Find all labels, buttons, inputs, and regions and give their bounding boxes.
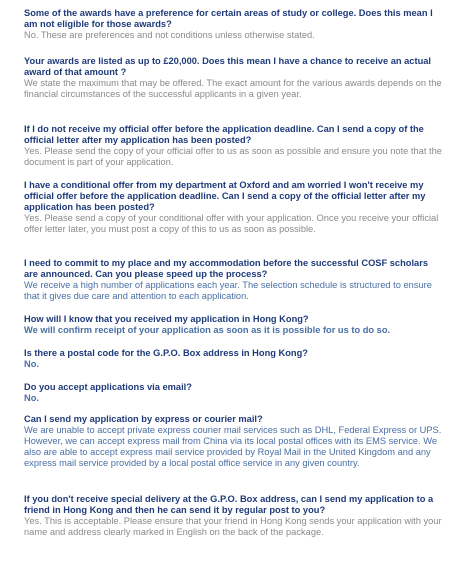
- faq-question: Your awards are listed as up to £20,000. Does this mean I have a chance to receive an actual award of that amount ?: [24, 56, 432, 77]
- faq-item: [24, 382, 442, 404]
- faq-answer: We state the maximum that may be offered. The exact amount for the various awards depends on the financial circumstances of the successful applicants in a given year.: [24, 78, 442, 99]
- faq-answer: No. These are preferences and not conditions unless otherwise stated.: [24, 30, 315, 40]
- faq-answer: Yes. Please send a copy of your conditional offer with your application. Once you receive your official offer letter later, you must post a copy of this to us as soon as possible.: [24, 213, 439, 234]
- faq-item: [24, 124, 442, 168]
- faq-answer: We receive a high number of applications each year. The selection schedule is structured to ensure that it gives due care and attention to each application.: [24, 280, 432, 301]
- faq-question: Some of the awards have a preference for certain areas of study or college. Does this mean I am not eligible for those awards?: [24, 8, 433, 29]
- faq-answer: Yes. This is acceptable. Please ensure that your friend in Hong Kong sends your application with your name and address clearly marked in English on the back of the package.: [24, 516, 442, 537]
- faq-answer: We are unable to accept private express courier mail services such as DHL, Federal Express or UPS. However, we can accept express mail from China via its local postal offices with its EMS service. We also are able to accept express mail service provided by Royal Mail in the United Kingdom and any express mail service provided by a local postal office service in any given country.: [24, 425, 442, 468]
- faq-item: [24, 8, 442, 41]
- faq-item: [24, 56, 442, 100]
- faq-question: I have a conditional offer from my department at Oxford and am worried I won't receive my official offer before the application deadline. Can I send a copy of the official letter after my application has been posted?: [24, 180, 426, 212]
- faq-answer: We will confirm receipt of your application as soon as it is possible for us to do so.: [24, 325, 391, 335]
- faq-item: [24, 180, 442, 235]
- faq-question: If you don't receive special delivery at the G.P.O. Box address, can I send my application to a friend in Hong Kong and then he can send it by regular post to you?: [24, 494, 434, 515]
- faq-answer: Yes. Please send the copy of your official offer to us as soon as possible and ensure you note that the document is part of your application.: [24, 146, 442, 167]
- faq-question: Is there a postal code for the G.P.O. Box address in Hong Kong?: [24, 348, 308, 358]
- faq-answer: No.: [24, 393, 39, 403]
- faq-question: If I do not receive my official offer before the application deadline. Can I send a copy of the official letter after my application has been posted?: [24, 124, 424, 145]
- faq-question: How will I know that you received my application in Hong Kong?: [24, 314, 309, 324]
- faq-question: Can I send my application by express or courier mail?: [24, 414, 263, 424]
- faq-item: [24, 314, 442, 336]
- faq-question: I need to commit to my place and my accommodation before the successful COSF scholars are announced. Can you please speed up the process?: [24, 258, 429, 279]
- faq-answer: No.: [24, 359, 39, 369]
- faq-item: [24, 414, 442, 469]
- faq-item: [24, 258, 442, 302]
- faq-question: Do you accept applications via email?: [24, 382, 192, 392]
- faq-item: [24, 348, 442, 370]
- faq-item: [24, 494, 442, 538]
